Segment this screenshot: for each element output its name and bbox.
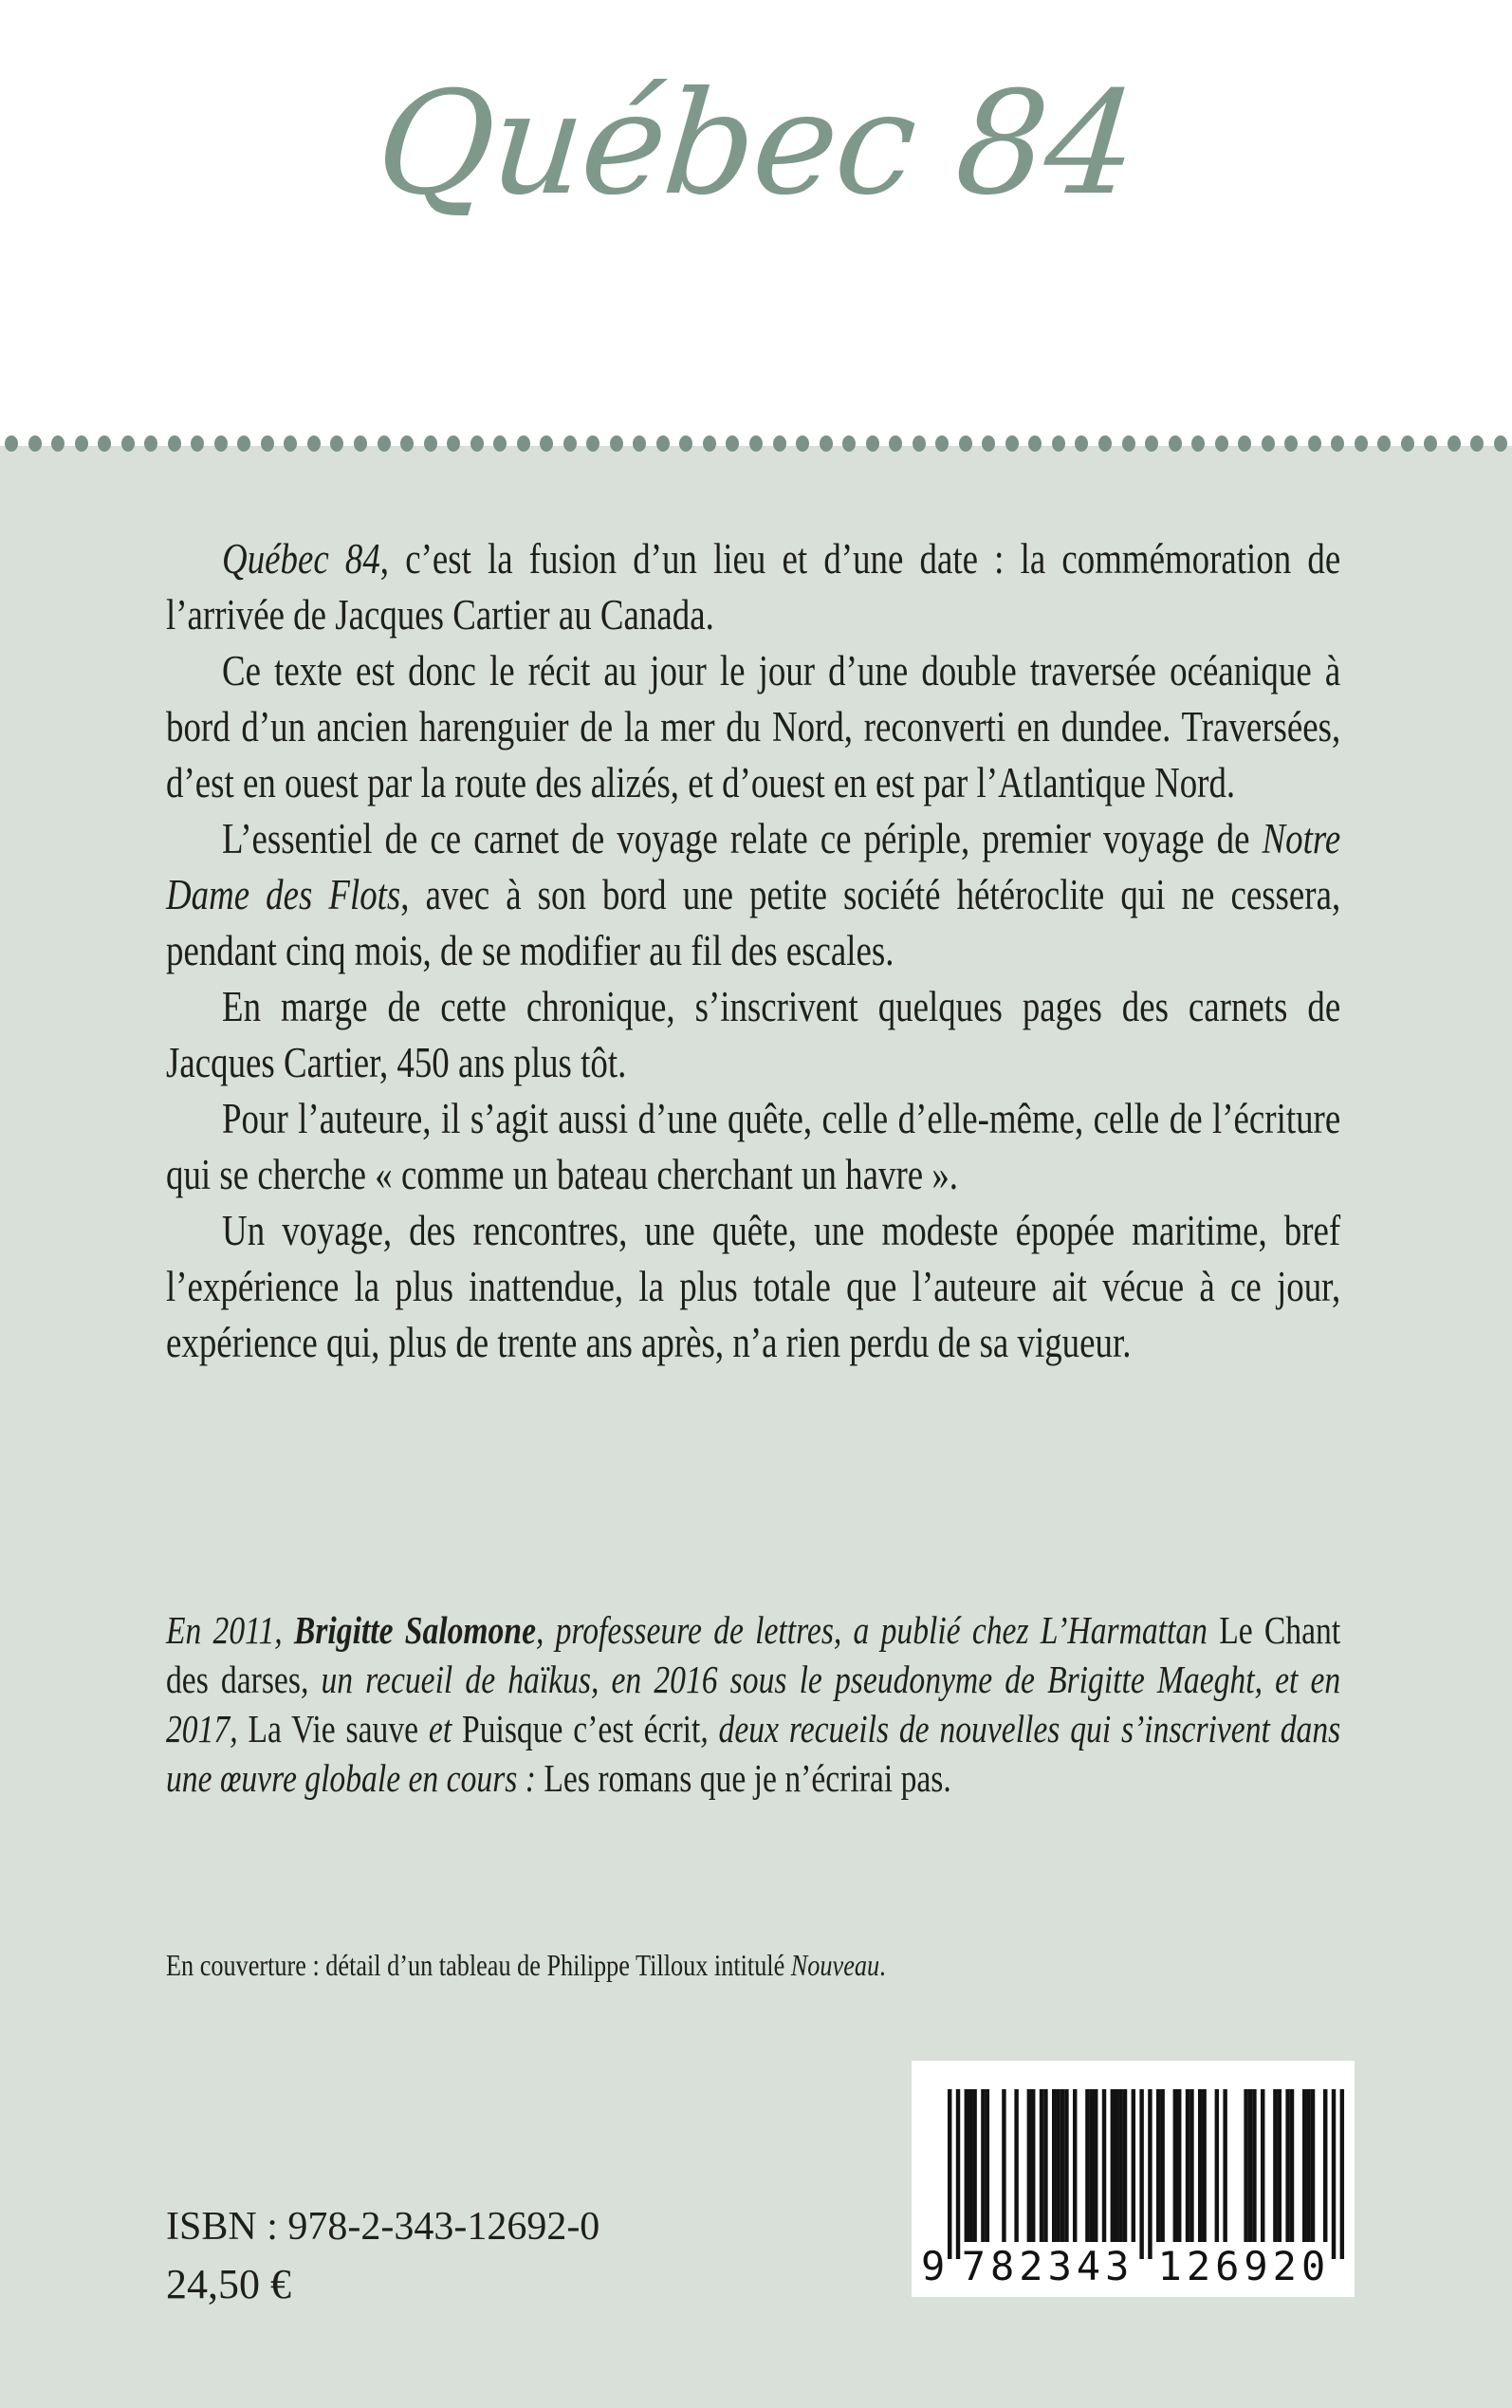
separator-dot (424, 435, 437, 452)
barcode-bar (1244, 2089, 1247, 2242)
separator-dot (1215, 435, 1228, 452)
bio-paragraph-segment: La Vie sauve (248, 1707, 429, 1750)
barcode-bar (1285, 2089, 1289, 2242)
separator-dot (889, 435, 902, 452)
barcode-bar (986, 2089, 989, 2242)
barcode-bar (1332, 2089, 1336, 2259)
bio-paragraph (166, 1605, 1340, 1803)
barcode-digits-left: 782343 (961, 2243, 1134, 2289)
barcode-bar (1040, 2089, 1043, 2242)
separator-dot (1424, 435, 1437, 452)
barcode-bar (1002, 2089, 1005, 2242)
separator-dot (1169, 435, 1182, 452)
separator-dot (1238, 435, 1251, 452)
separator-dot (959, 435, 972, 452)
separator-dot (820, 435, 833, 452)
barcode-bar (1014, 2089, 1018, 2242)
synopsis-paragraph-segment: Pour l’auteure, il s’agit aussi d’une quête, celle d’elle-même, celle de l’écriture qui se cherche « comme un bateau cherchant un havre ». (166, 1095, 1341, 1198)
barcode-bar (1156, 2089, 1160, 2242)
separator-dot (1005, 435, 1019, 452)
barcode-bar (1064, 2089, 1068, 2242)
separator-dot (237, 435, 250, 452)
separator-dot (330, 435, 343, 452)
separator-dot (1098, 435, 1112, 452)
barcode-bar (1278, 2089, 1282, 2242)
barcode-bar (972, 2089, 976, 2242)
separator-dot (1447, 435, 1461, 452)
barcode-bar (1085, 2089, 1089, 2242)
barcode-bar (1323, 2089, 1327, 2242)
separator-dot (378, 435, 391, 452)
separator-dot (1122, 435, 1135, 452)
credit-line-segment: . (879, 1948, 886, 1982)
cover-credit (166, 1946, 1340, 1984)
barcode-bar (1031, 2089, 1035, 2242)
bio-paragraph-segment: , un recueil de haïkus, en 2016 sous le pseudonyme de Brigitte Maeght, et en 2017, (166, 1658, 1341, 1750)
ean13-barcode (912, 2061, 1355, 2297)
credit-line-segment: En couverture : détail d’un tableau de Philippe Tilloux intitulé (166, 1948, 791, 1982)
price: 24,50 € (166, 2261, 291, 2307)
separator-dot (1052, 435, 1065, 452)
barcode-digits-right: 126920 (1157, 2243, 1331, 2289)
barcode-bar (1118, 2089, 1122, 2242)
barcode-bar (1215, 2089, 1219, 2242)
separator-dot (982, 435, 995, 452)
separator-dot (1470, 435, 1484, 452)
barcode-bar (956, 2089, 960, 2259)
barcode-bar (1160, 2089, 1164, 2242)
barcode-bar (1102, 2089, 1106, 2242)
author-bio (166, 1605, 1340, 1803)
separator-dot (563, 435, 577, 452)
barcode-bar (1173, 2089, 1177, 2242)
separator-dot (191, 435, 204, 452)
isbn-number: ISBN : 978-2-343-12692-0 (166, 2205, 600, 2249)
barcode-bar (1043, 2089, 1047, 2242)
separator-dot (842, 435, 856, 452)
synopsis-paragraph-segment: En marge de cette chronique, s’inscrivent quelques pages des carnets de Jacques Cartier, 450 ans plus tôt. (166, 983, 1341, 1086)
separator-dot (1262, 435, 1275, 452)
barcode-bar (1056, 2089, 1060, 2242)
separator-dot (656, 435, 670, 452)
synopsis-paragraph-segment: Ce texte est donc le récit au jour le jour d’une double traversée océanique à bord d’un ancien harenguier de la mer du Nord, reconverti en dundee. Traversées, d’est en ouest par la route des alizés, et d’ouest en est par l’Atlantique Nord. (166, 647, 1341, 806)
separator-dot (610, 435, 623, 452)
bio-paragraph-segment: Les romans que je n’écrirai pas. (544, 1756, 951, 1800)
synopsis-text (166, 531, 1340, 1371)
separator-dot (1075, 435, 1088, 452)
synopsis-paragraph (166, 1091, 1340, 1203)
separator-dot (447, 435, 460, 452)
separator-dot (1377, 435, 1391, 452)
barcode-bar (1273, 2089, 1277, 2242)
barcode-bar (1189, 2089, 1193, 2242)
separator-dot (1494, 435, 1507, 452)
barcode-bar (1139, 2089, 1143, 2259)
separator-dot (307, 435, 321, 452)
barcode-bar (1290, 2089, 1294, 2242)
separator-dot (540, 435, 553, 452)
barcode-bar (1111, 2089, 1115, 2242)
separator-dot (773, 435, 786, 452)
barcode-bar (1248, 2089, 1252, 2242)
barcode-bar (1148, 2089, 1152, 2259)
separator-dot (913, 435, 926, 452)
synopsis-paragraph (166, 979, 1340, 1091)
separator-dot (703, 435, 716, 452)
bio-paragraph-segment: En 2011, (166, 1608, 294, 1652)
separator-dot (400, 435, 414, 452)
barcode-bar (1198, 2089, 1202, 2242)
separator-dot (633, 435, 646, 452)
barcode-bar (968, 2089, 972, 2242)
separator-dot (261, 435, 274, 452)
separator-dot (586, 435, 599, 452)
barcode-bar (1052, 2089, 1056, 2242)
bio-paragraph-segment: , professeure de lettres, a publié chez L’Harmattan (535, 1608, 1220, 1652)
synopsis-paragraph-segment: Notre Dame des Flots (166, 815, 1341, 918)
synopsis-paragraph-segment: Un voyage, des rencontres, une quête, une modeste épopée maritime, bref l’expérience la plus inattendue, la plus totale que l’auteure ait vécue à ce jour, expérience qui, plus de trente ans après, n’a rien perdu de sa vigueur. (166, 1207, 1341, 1366)
separator-dot (28, 435, 42, 452)
barcode-bar (1340, 2089, 1344, 2259)
barcode-bar (981, 2089, 985, 2242)
credit-line (166, 1946, 1340, 1984)
barcode-bar (1252, 2089, 1256, 2242)
separator-dot (1191, 435, 1205, 452)
barcode-bar (1302, 2089, 1306, 2242)
synopsis-paragraph-segment: Québec 84 (222, 535, 380, 583)
separator-dot (796, 435, 809, 452)
bio-paragraph-segment: , deux recueils de nouvelles qui s’inscrivent dans une œuvre globale en cours : (166, 1707, 1341, 1800)
separator-dot (749, 435, 763, 452)
separator-dot (679, 435, 692, 452)
barcode-bar (1123, 2089, 1127, 2242)
barcode-bar (965, 2089, 968, 2242)
separator-dot (121, 435, 135, 452)
barcode-bar (1090, 2089, 1094, 2242)
synopsis-paragraph (166, 811, 1340, 979)
separator-dot (98, 435, 111, 452)
separator-dot (51, 435, 65, 452)
barcode-bar (1186, 2089, 1189, 2242)
barcode-bar (1132, 2089, 1135, 2242)
bio-paragraph-segment: et (428, 1707, 462, 1750)
separator-dot (75, 435, 88, 452)
barcode-bar (1306, 2089, 1310, 2242)
synopsis-paragraph-segment: , c’est la fusion d’un lieu et d’une date : la commémoration de l’arrivée de Jacques Cartier au Canada. (166, 535, 1341, 639)
bio-paragraph-segment: Brigitte Salomone (293, 1608, 536, 1652)
synopsis-paragraph (166, 1203, 1340, 1371)
book-title: Québec 84 (370, 62, 1142, 227)
separator-dot (5, 435, 18, 452)
barcode-bar (1115, 2089, 1118, 2242)
barcode-bar (948, 2089, 951, 2259)
separator-dot (1028, 435, 1042, 452)
separator-dot (284, 435, 297, 452)
separator-dot (470, 435, 484, 452)
dotted-separator (0, 435, 1512, 452)
synopsis-paragraph-segment: , avec à son bord une petite société hétéroclite qui ne cessera, pendant cinq mois, de se modifier au fil des escales. (166, 871, 1341, 974)
separator-dot (935, 435, 949, 452)
barcode-bar (1094, 2089, 1097, 2242)
barcode-bar (1261, 2089, 1264, 2242)
synopsis-paragraph-segment: L’essentiel de ce carnet de voyage relate ce périple, premier voyage de (222, 815, 1263, 862)
separator-dot (354, 435, 367, 452)
barcode-bar (1177, 2089, 1181, 2242)
separator-dot (1331, 435, 1344, 452)
barcode-bar (1223, 2089, 1226, 2242)
separator-dot (144, 435, 157, 452)
separator-dot (493, 435, 507, 452)
barcode-digit-first: 9 (921, 2243, 950, 2289)
credit-line-segment: Nouveau (790, 1948, 880, 1982)
barcode-bar (1060, 2089, 1064, 2242)
synopsis-paragraph (166, 643, 1340, 811)
separator-dot (866, 435, 879, 452)
barcode-bar (1202, 2089, 1206, 2242)
barcode-bar (1311, 2089, 1315, 2242)
separator-dot (1401, 435, 1414, 452)
separator-dot (726, 435, 739, 452)
separator-dot (1145, 435, 1158, 452)
separator-dot (1355, 435, 1368, 452)
separator-dot (517, 435, 530, 452)
separator-dot (1284, 435, 1298, 452)
bio-paragraph-segment: Puisque c’est écrit (461, 1707, 701, 1750)
synopsis-paragraph (166, 531, 1340, 643)
barcode-bar (1027, 2089, 1031, 2242)
separator-dot (214, 435, 228, 452)
barcode-bar (1073, 2089, 1077, 2242)
bio-paragraph-segment: Le Chant des darses (166, 1608, 1341, 1701)
separator-dot (1308, 435, 1321, 452)
separator-dot (168, 435, 181, 452)
ean13-barcode-graphic (912, 2061, 1355, 2297)
